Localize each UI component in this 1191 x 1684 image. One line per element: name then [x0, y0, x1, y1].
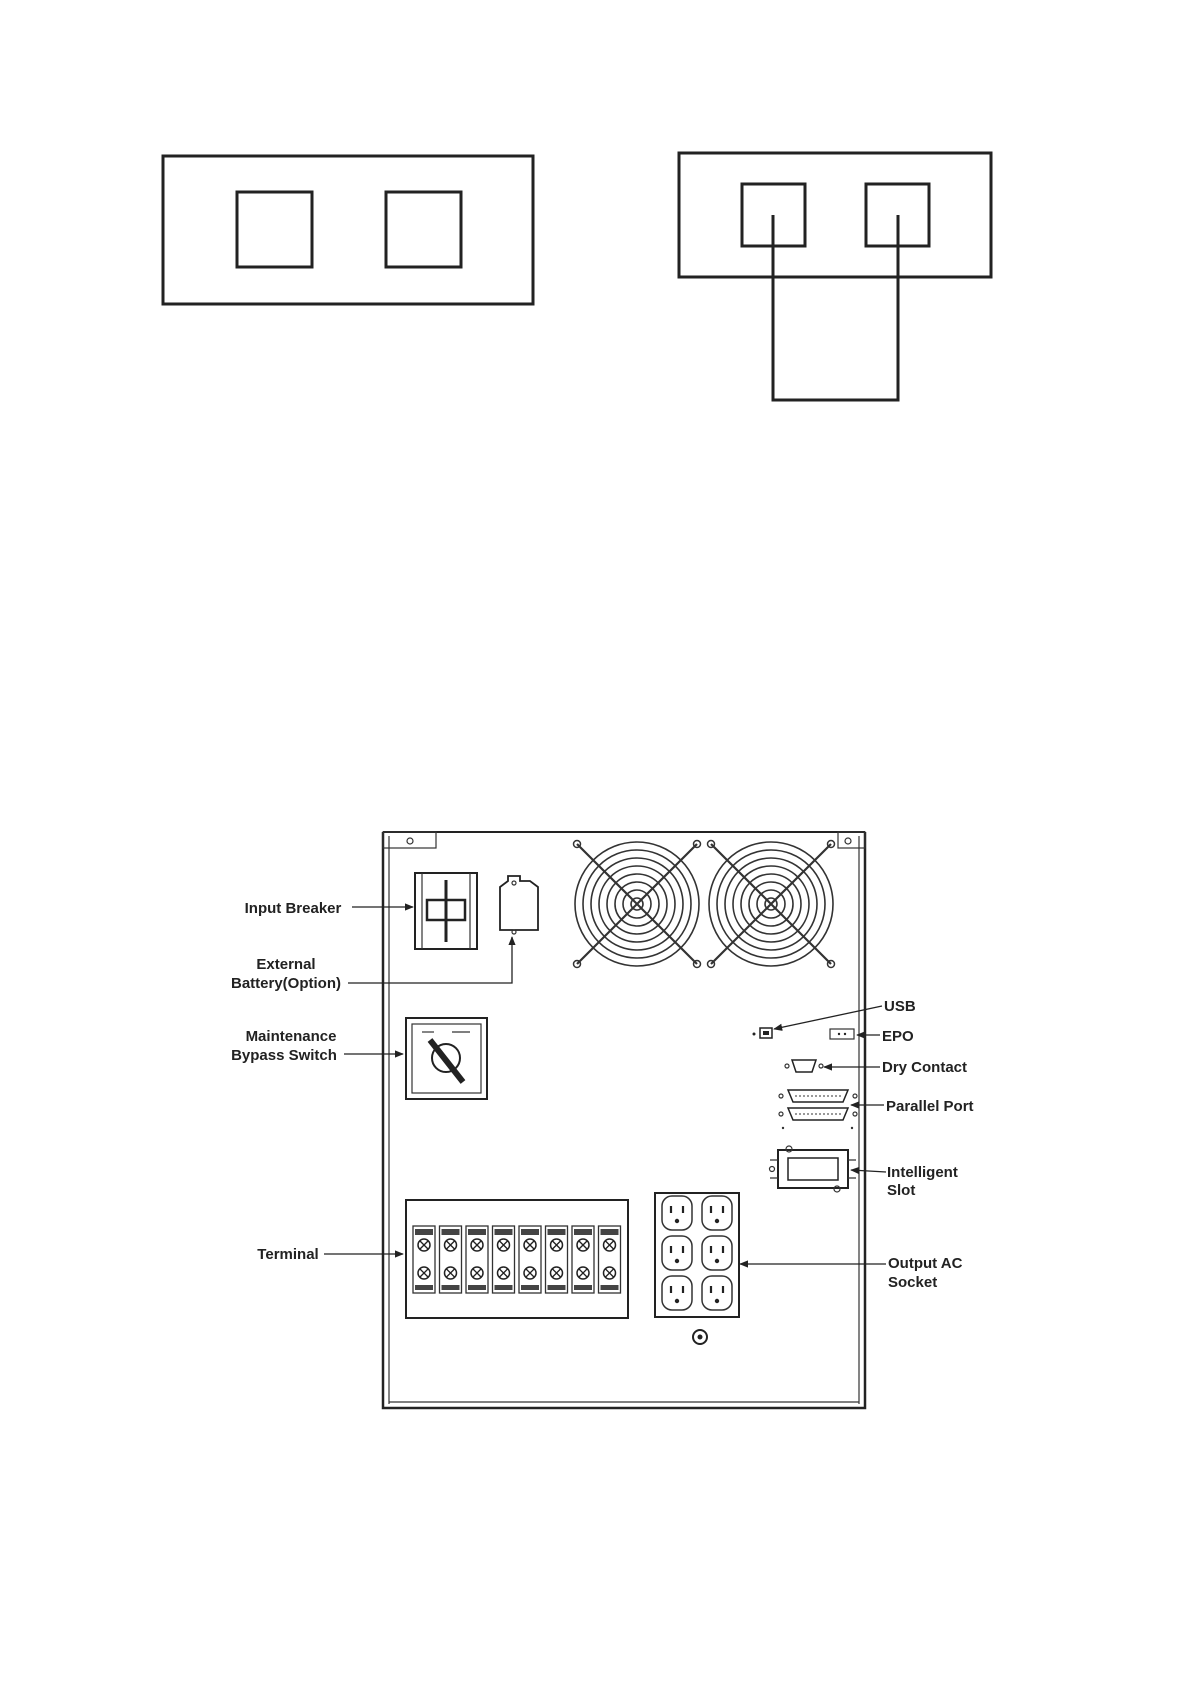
- epo-connector-open-diagram: [163, 156, 533, 304]
- usb-port-icon: [753, 1028, 773, 1038]
- jumper-wire: [773, 215, 898, 400]
- label-output-ac-socket: Output AC: [888, 1255, 963, 1272]
- label-epo: EPO: [882, 1028, 914, 1045]
- label-usb: USB: [884, 998, 916, 1015]
- label-dry-contact: Dry Contact: [882, 1059, 968, 1076]
- parallel-port-icon: [779, 1090, 857, 1129]
- external-battery-connector-icon: [500, 876, 538, 934]
- intelligent-slot-icon: [770, 1146, 857, 1192]
- label-output-ac-socket-2: Socket: [888, 1274, 938, 1291]
- label-intelligent-slot-2: Slot: [887, 1182, 916, 1199]
- dry-contact-port-icon: [785, 1060, 823, 1072]
- cooling-fan-icon: [708, 841, 835, 968]
- epo-port-icon: [830, 1029, 854, 1039]
- ups-rear-panel: [383, 832, 865, 1408]
- label-maintenance-bypass: Maintenance: [245, 1028, 337, 1045]
- label-intelligent-slot: Intelligent: [887, 1164, 958, 1181]
- maintenance-bypass-switch-icon: [406, 1018, 487, 1099]
- label-parallel-port: Parallel Port: [886, 1098, 974, 1115]
- terminal-block-icon: [406, 1200, 628, 1318]
- epo-terminal-left: [237, 192, 312, 267]
- epo-terminal-right: [386, 192, 461, 267]
- output-ac-socket-icon: [655, 1193, 739, 1317]
- label-terminal: Terminal: [257, 1246, 319, 1263]
- epo-connector-jumper-diagram: [679, 153, 991, 400]
- callout-leaders: [324, 907, 886, 1264]
- label-external-battery-2: Battery(Option): [231, 975, 341, 992]
- label-external-battery: External: [256, 956, 316, 973]
- label-maintenance-bypass-2: Bypass Switch: [231, 1047, 337, 1064]
- cooling-fan-icon: [574, 841, 701, 968]
- input-breaker-icon: [415, 873, 477, 949]
- label-input-breaker: Input Breaker: [244, 900, 342, 917]
